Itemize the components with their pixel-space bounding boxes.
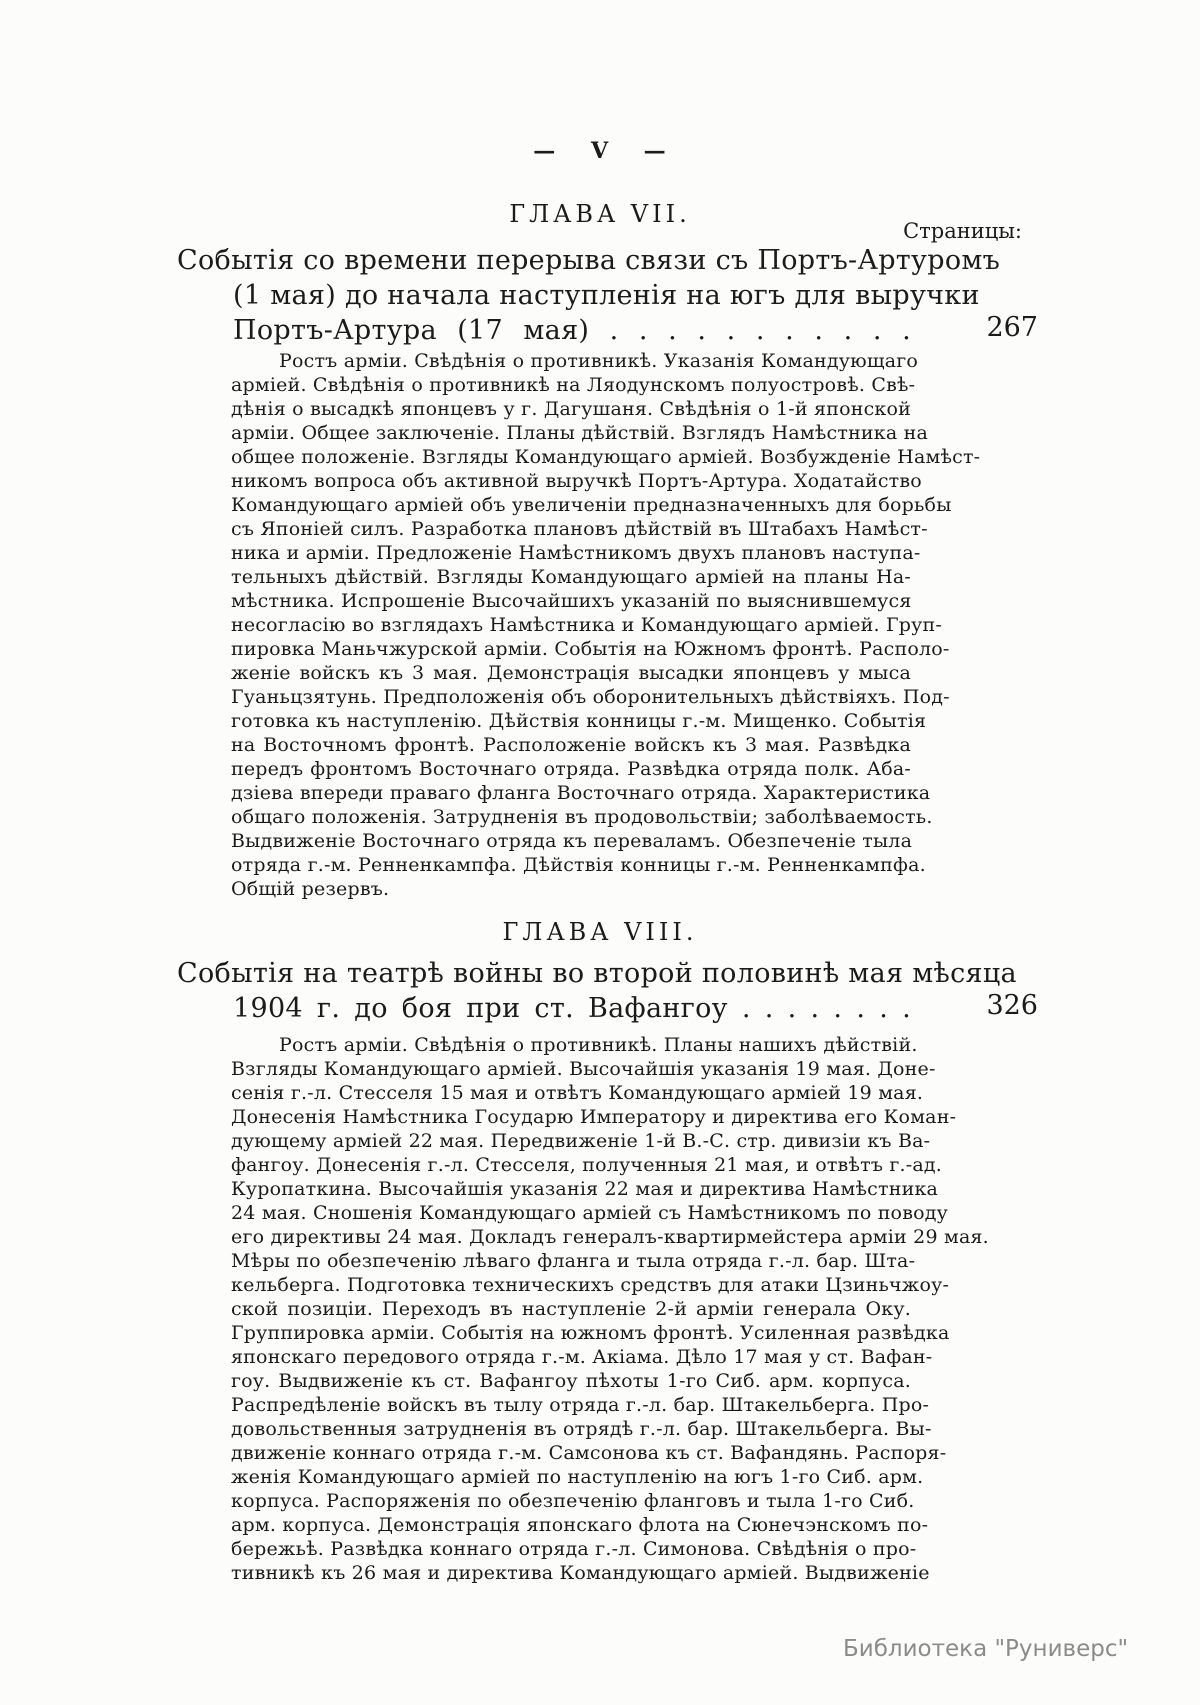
chapter-7-summary bbox=[231, 349, 981, 901]
text-line: отряда г.-м. Ренненкампфа. Дѣйствія конницы г.-м. Ренненкампфа. bbox=[231, 854, 926, 876]
text-line: на Восточномъ фронтѣ. Расположеніе войскъ къ 3 мая. Развѣдка bbox=[231, 734, 911, 756]
text-line: съ Японіей силъ. Разработка плановъ дѣйствій въ Штабахъ Намѣст- bbox=[231, 518, 928, 540]
text-line: кельберга. Подготовка техническихъ средствъ для атаки Цзиньчжоу- bbox=[231, 1274, 950, 1296]
text-line: дующему арміей 22 мая. Передвиженіе 1-й В.-С. стр. дивизіи къ Ва- bbox=[231, 1130, 931, 1152]
text-line: движеніе коннаго отряда г.-м. Самсонова къ ст. Вафандянь. Распоря- bbox=[231, 1442, 947, 1464]
text-line: гоу. Выдвиженіе къ ст. Вафангоу пѣхоты 1-го Сиб. арм. корпуса. bbox=[231, 1370, 911, 1392]
text-line: Взгляды Командующаго арміей. Высочайшія указанія 19 мая. Доне- bbox=[231, 1058, 936, 1080]
text-line: Куропаткина. Высочайшія указанія 22 мая и директива Намѣстника bbox=[231, 1178, 939, 1200]
chapter-7-label: ГЛАВА VII. bbox=[509, 200, 691, 228]
text-line: японскаго передового отряда г.-м. Акіама. Дѣло 17 мая у ст. Вафан- bbox=[231, 1346, 933, 1368]
text-line: готовка къ наступленію. Дѣйствія конницы г.-м. Мищенко. Событія bbox=[231, 710, 927, 732]
chapter-8-summary bbox=[231, 1033, 989, 1585]
text-line: Гуаньцзятунь. Предположенія объ оборонительныхъ дѣйствіяхъ. Под- bbox=[231, 686, 950, 708]
text-line: общее положеніе. Взгляды Командующаго арміей. Возбужденіе Намѣст- bbox=[231, 446, 981, 468]
text-line: тивникѣ къ 26 мая и директива Командующаго арміей. Выдвиженіе bbox=[231, 1562, 930, 1584]
text-line: сенія г.-л. Стесселя 15 мая и отвѣтъ Командующаго арміей 19 мая. bbox=[231, 1082, 924, 1104]
text-line: Группировка арміи. Событія на южномъ фронтѣ. Усиленная развѣдка bbox=[231, 1322, 950, 1344]
text-line: дѣнія о высадкѣ японцевъ у г. Дагушаня. Свѣдѣнія о 1-й японской bbox=[231, 398, 911, 420]
text-line: пировка Маньчжурской арміи. Событія на Южномъ фронтѣ. Располо- bbox=[231, 638, 950, 660]
text-line: мѣстника. Испрошеніе Высочайшихъ указаній по выяснившемуся bbox=[231, 590, 912, 612]
page-folio: — V — bbox=[533, 138, 667, 164]
text-line: передъ фронтомъ Восточнаго отряда. Развѣдка отряда полк. Аба- bbox=[231, 758, 911, 780]
text-line: 24 мая. Сношенія Командующаго арміей съ Намѣстникомъ по поводу bbox=[231, 1202, 949, 1224]
text-line: Портъ-Артура (17 мая) . . . . . . . . . . . bbox=[233, 315, 911, 346]
pages-column-label: Страницы: bbox=[903, 219, 1022, 243]
text-line: Событія со времени перерыва связи съ Портъ-Артуромъ bbox=[177, 245, 1001, 276]
text-line: арм. корпуса. Демонстрація японскаго флота на Сюнечэнскомъ по- bbox=[231, 1514, 929, 1536]
text-line: бережьѣ. Развѣдка коннаго отряда г.-л. Симонова. Свѣдѣнія о про- bbox=[231, 1538, 917, 1560]
text-line: Командующаго арміей объ увеличеніи предназначенныхъ для борьбы bbox=[231, 494, 952, 516]
text-line: женіе войскъ къ 3 мая. Демонстрація высадки японцевъ у мыса bbox=[231, 662, 911, 684]
library-watermark: Библиотека "Руниверс" bbox=[843, 1636, 1129, 1662]
chapter-7-title bbox=[177, 243, 1001, 348]
text-line: Событія на театрѣ войны во второй половинѣ мая мѣсяца bbox=[177, 958, 1017, 989]
text-line: Распредѣленіе войскъ въ тылу отряда г.-л. бар. Штакельберга. Про- bbox=[231, 1394, 930, 1416]
text-line: никомъ вопроса объ активной выручкѣ Портъ-Артура. Ходатайство bbox=[231, 470, 922, 492]
text-line: несогласію во взглядахъ Намѣстника и Командующаго арміей. Груп- bbox=[231, 614, 943, 636]
text-line: общаго положенія. Затрудненія въ продовольствіи; заболѣваемость. bbox=[231, 806, 933, 828]
text-line: фангоу. Донесенія г.-л. Стесселя, полученныя 21 мая, и отвѣтъ г.-ад. bbox=[231, 1154, 943, 1176]
text-line: женія Командующаго арміей по наступленію на югъ 1-го Сиб. арм. bbox=[231, 1466, 924, 1488]
text-line: тельныхъ дѣйствій. Взгляды Командующаго арміей на планы На- bbox=[231, 566, 911, 588]
text-line: ника и арміи. Предложеніе Намѣстникомъ двухъ плановъ наступа- bbox=[231, 542, 921, 564]
text-line: довольственныя затрудненія въ отрядѣ г.-л. бар. Штакельберга. Вы- bbox=[231, 1418, 932, 1440]
chapter-8-label: ГЛАВА VIII. bbox=[502, 918, 698, 946]
text-line: Общій резервъ. bbox=[231, 878, 390, 900]
text-line: Донесенія Намѣстника Государю Императору и директива его Коман- bbox=[231, 1106, 957, 1128]
text-line: 1904 г. до боя при ст. Вафангоу . . . . . . . . bbox=[233, 993, 911, 1024]
text-line: Мѣры по обезпеченію лѣваго фланга и тыла отряда г.-л. бар. Шта- bbox=[231, 1250, 916, 1272]
chapter-7-page-number: 267 bbox=[986, 312, 1038, 343]
text-line: Ростъ арміи. Свѣдѣнія о противникѣ. Планы нашихъ дѣйствій. bbox=[279, 1034, 918, 1056]
text-line: корпуса. Распоряженія по обезпеченію фланговъ и тыла 1-го Сиб. bbox=[231, 1490, 915, 1512]
text-line: арміи. Общее заключеніе. Планы дѣйствій. Взглядъ Намѣстника на bbox=[231, 422, 929, 444]
text-line: (1 мая) до начала наступленія на югъ для выручки bbox=[233, 280, 980, 311]
text-line: арміей. Свѣдѣнія о противникѣ на Ляодунскомъ полуостровѣ. Свѣ- bbox=[231, 374, 916, 396]
text-line: дзіева впереди праваго фланга Восточнаго отряда. Характеристика bbox=[231, 782, 931, 804]
text-line: его директивы 24 мая. Докладъ генералъ-квартирмейстера арміи 29 мая. bbox=[231, 1226, 989, 1248]
text-line: Ростъ арміи. Свѣдѣнія о противникѣ. Указанія Командующаго bbox=[279, 350, 919, 372]
text-line: ской позиціи. Переходъ въ наступленіе 2-й арміи генерала Оку. bbox=[231, 1298, 911, 1320]
text-line: Выдвиженіе Восточнаго отряда къ переваламъ. Обезпеченіе тыла bbox=[231, 830, 913, 852]
chapter-8-page-number: 326 bbox=[986, 990, 1038, 1021]
